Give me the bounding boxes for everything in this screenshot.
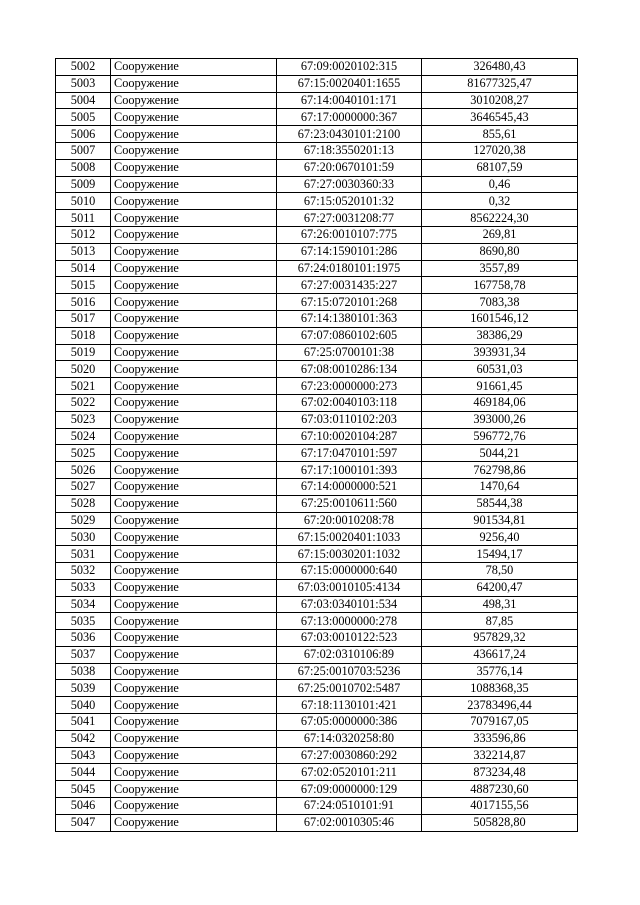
object-type-cell: Сооружение [111,92,277,109]
table-row [56,176,578,193]
table-row [56,109,578,126]
object-type-cell: Сооружение [111,59,277,76]
table-row [56,764,578,781]
cadastral-value-cell: 873234,48 [422,764,578,781]
table-row [56,747,578,764]
table-row [56,546,578,563]
row-number-cell: 5012 [56,226,111,243]
cadastral-value-cell: 127020,38 [422,142,578,159]
row-number-cell: 5007 [56,142,111,159]
cadastral-number-cell: 67:15:0520101:32 [277,193,422,210]
cadastral-number-cell: 67:15:0020401:1033 [277,529,422,546]
cadastral-value-cell: 23783496,44 [422,697,578,714]
row-number-cell: 5035 [56,613,111,630]
object-type-cell: Сооружение [111,814,277,831]
row-number-cell: 5017 [56,310,111,327]
table-row [56,394,578,411]
row-number-cell: 5010 [56,193,111,210]
cadastral-number-cell: 67:24:0180101:1975 [277,260,422,277]
table-row [56,714,578,731]
cadastral-number-cell: 67:02:0010305:46 [277,814,422,831]
table-row [56,92,578,109]
object-type-cell: Сооружение [111,495,277,512]
cadastral-value-cell: 35776,14 [422,663,578,680]
table-row [56,562,578,579]
cadastral-value-cell: 855,61 [422,126,578,143]
cadastral-value-cell: 393000,26 [422,411,578,428]
object-type-cell: Сооружение [111,361,277,378]
object-type-cell: Сооружение [111,210,277,227]
cadastral-value-cell: 7079167,05 [422,714,578,731]
object-type-cell: Сооружение [111,176,277,193]
row-number-cell: 5011 [56,210,111,227]
cadastral-value-cell: 8690,80 [422,243,578,260]
object-type-cell: Сооружение [111,445,277,462]
cadastral-number-cell: 67:18:3550201:13 [277,142,422,159]
cadastral-value-cell: 81677325,47 [422,75,578,92]
table-row [56,596,578,613]
cadastral-value-cell: 436617,24 [422,646,578,663]
row-number-cell: 5031 [56,546,111,563]
object-type-cell: Сооружение [111,630,277,647]
object-type-cell: Сооружение [111,596,277,613]
cadastral-value-cell: 5044,21 [422,445,578,462]
cadastral-number-cell: 67:26:0010107:775 [277,226,422,243]
cadastral-number-cell: 67:17:0470101:597 [277,445,422,462]
row-number-cell: 5046 [56,798,111,815]
table-row [56,697,578,714]
row-number-cell: 5041 [56,714,111,731]
object-type-cell: Сооружение [111,512,277,529]
cadastral-value-cell: 38386,29 [422,327,578,344]
cadastral-number-cell: 67:03:0010122:523 [277,630,422,647]
cadastral-number-cell: 67:25:0010611:560 [277,495,422,512]
object-type-cell: Сооружение [111,697,277,714]
object-type-cell: Сооружение [111,142,277,159]
row-number-cell: 5044 [56,764,111,781]
cadastral-number-cell: 67:24:0510101:91 [277,798,422,815]
cadastral-number-cell: 67:20:0010208:78 [277,512,422,529]
row-number-cell: 5047 [56,814,111,831]
object-type-cell: Сооружение [111,411,277,428]
object-type-cell: Сооружение [111,394,277,411]
cadastral-value-cell: 64200,47 [422,579,578,596]
table-row [56,613,578,630]
cadastral-value-cell: 393931,34 [422,344,578,361]
cadastral-number-cell: 67:14:0320258:80 [277,730,422,747]
row-number-cell: 5016 [56,294,111,311]
row-number-cell: 5023 [56,411,111,428]
cadastral-value-cell: 4887230,60 [422,781,578,798]
row-number-cell: 5030 [56,529,111,546]
cadastral-number-cell: 67:10:0020104:287 [277,428,422,445]
cadastral-value-cell: 0,32 [422,193,578,210]
row-number-cell: 5008 [56,159,111,176]
table-row [56,294,578,311]
cadastral-value-cell: 68107,59 [422,159,578,176]
object-type-cell: Сооружение [111,613,277,630]
row-number-cell: 5006 [56,126,111,143]
cadastral-value-cell: 87,85 [422,613,578,630]
cadastral-value-cell: 469184,06 [422,394,578,411]
row-number-cell: 5018 [56,327,111,344]
row-number-cell: 5019 [56,344,111,361]
object-type-cell: Сооружение [111,193,277,210]
cadastral-number-cell: 67:23:0430101:2100 [277,126,422,143]
cadastral-number-cell: 67:14:1590101:286 [277,243,422,260]
cadastral-number-cell: 67:15:0030201:1032 [277,546,422,563]
cadastral-number-cell: 67:08:0010286:134 [277,361,422,378]
object-type-cell: Сооружение [111,764,277,781]
cadastral-number-cell: 67:15:0720101:268 [277,294,422,311]
row-number-cell: 5013 [56,243,111,260]
cadastral-number-cell: 67:18:1130101:421 [277,697,422,714]
object-type-cell: Сооружение [111,294,277,311]
row-number-cell: 5036 [56,630,111,647]
object-type-cell: Сооружение [111,378,277,395]
cadastral-number-cell: 67:03:0340101:534 [277,596,422,613]
cadastral-value-cell: 3010208,27 [422,92,578,109]
cadastral-number-cell: 67:27:0030360:33 [277,176,422,193]
row-number-cell: 5037 [56,646,111,663]
row-number-cell: 5027 [56,478,111,495]
object-type-cell: Сооружение [111,327,277,344]
row-number-cell: 5034 [56,596,111,613]
table-row [56,361,578,378]
table-row [56,59,578,76]
cadastral-value-cell: 1470,64 [422,478,578,495]
cadastral-number-cell: 67:07:0860102:605 [277,327,422,344]
cadastral-number-cell: 67:27:0031435:227 [277,277,422,294]
row-number-cell: 5003 [56,75,111,92]
cadastral-number-cell: 67:02:0520101:211 [277,764,422,781]
cadastral-value-cell: 1088368,35 [422,680,578,697]
cadastral-value-cell: 901534,81 [422,512,578,529]
object-type-cell: Сооружение [111,462,277,479]
object-type-cell: Сооружение [111,310,277,327]
object-type-cell: Сооружение [111,730,277,747]
table-row [56,126,578,143]
cadastral-number-cell: 67:27:0030860:292 [277,747,422,764]
row-number-cell: 5009 [56,176,111,193]
cadastral-value-cell: 78,50 [422,562,578,579]
row-number-cell: 5043 [56,747,111,764]
cadastral-value-cell: 957829,32 [422,630,578,647]
object-type-cell: Сооружение [111,646,277,663]
object-type-cell: Сооружение [111,680,277,697]
cadastral-number-cell: 67:17:0000000:367 [277,109,422,126]
cadastral-value-cell: 762798,86 [422,462,578,479]
row-number-cell: 5004 [56,92,111,109]
table-row [56,579,578,596]
row-number-cell: 5014 [56,260,111,277]
cadastral-number-cell: 67:27:0031208:77 [277,210,422,227]
table-row [56,327,578,344]
cadastral-number-cell: 67:05:0000000:386 [277,714,422,731]
cadastral-number-cell: 67:25:0010702:5487 [277,680,422,697]
cadastral-value-cell: 58544,38 [422,495,578,512]
table-row [56,75,578,92]
cadastral-number-cell: 67:25:0010703:5236 [277,663,422,680]
cadastral-number-cell: 67:20:0670101:59 [277,159,422,176]
cadastral-value-cell: 505828,80 [422,814,578,831]
object-type-cell: Сооружение [111,75,277,92]
cadastral-number-cell: 67:14:1380101:363 [277,310,422,327]
table-row [56,260,578,277]
object-type-cell: Сооружение [111,226,277,243]
cadastral-value-cell: 3646545,43 [422,109,578,126]
row-number-cell: 5033 [56,579,111,596]
object-type-cell: Сооружение [111,277,277,294]
cadastral-value-cell: 0,46 [422,176,578,193]
table-row [56,512,578,529]
cadastral-number-cell: 67:02:0310106:89 [277,646,422,663]
row-number-cell: 5026 [56,462,111,479]
cadastral-number-cell: 67:13:0000000:278 [277,613,422,630]
table-row [56,226,578,243]
object-type-cell: Сооружение [111,109,277,126]
cadastral-value-cell: 326480,43 [422,59,578,76]
table-row [56,529,578,546]
cadastral-value-cell: 498,31 [422,596,578,613]
cadastral-number-cell: 67:15:0020401:1655 [277,75,422,92]
table-row [56,411,578,428]
row-number-cell: 5020 [56,361,111,378]
object-type-cell: Сооружение [111,546,277,563]
table-row [56,495,578,512]
table-row [56,445,578,462]
row-number-cell: 5042 [56,730,111,747]
object-type-cell: Сооружение [111,478,277,495]
cadastral-value-cell: 91661,45 [422,378,578,395]
table-row [56,462,578,479]
table-row [56,663,578,680]
object-type-cell: Сооружение [111,562,277,579]
table-row [56,193,578,210]
table-row [56,277,578,294]
table-row [56,680,578,697]
object-type-cell: Сооружение [111,579,277,596]
table-row [56,210,578,227]
row-number-cell: 5015 [56,277,111,294]
table-row [56,781,578,798]
object-type-cell: Сооружение [111,126,277,143]
cadastral-value-cell: 8562224,30 [422,210,578,227]
cadastral-value-cell: 4017155,56 [422,798,578,815]
cadastral-number-cell: 67:15:0000000:640 [277,562,422,579]
row-number-cell: 5032 [56,562,111,579]
table-row [56,646,578,663]
table-row [56,730,578,747]
cadastral-value-cell: 333596,86 [422,730,578,747]
object-type-cell: Сооружение [111,428,277,445]
object-type-cell: Сооружение [111,663,277,680]
object-type-cell: Сооружение [111,159,277,176]
row-number-cell: 5045 [56,781,111,798]
row-number-cell: 5028 [56,495,111,512]
table-row [56,243,578,260]
object-type-cell: Сооружение [111,781,277,798]
cadastral-number-cell: 67:02:0040103:118 [277,394,422,411]
table-row [56,378,578,395]
table-row [56,798,578,815]
table-row [56,159,578,176]
cadastral-value-cell: 9256,40 [422,529,578,546]
table-row [56,814,578,831]
row-number-cell: 5025 [56,445,111,462]
row-number-cell: 5005 [56,109,111,126]
table-row [56,310,578,327]
object-type-cell: Сооружение [111,260,277,277]
cadastral-number-cell: 67:03:0110102:203 [277,411,422,428]
cadastral-number-cell: 67:09:0000000:129 [277,781,422,798]
row-number-cell: 5002 [56,59,111,76]
cadastral-value-cell: 15494,17 [422,546,578,563]
table-row [56,478,578,495]
object-type-cell: Сооружение [111,243,277,260]
cadastral-value-cell: 3557,89 [422,260,578,277]
registry-table-body [56,59,578,832]
object-type-cell: Сооружение [111,529,277,546]
table-row [56,630,578,647]
cadastral-value-cell: 7083,38 [422,294,578,311]
property-registry-table [55,58,578,832]
cadastral-value-cell: 1601546,12 [422,310,578,327]
cadastral-value-cell: 596772,76 [422,428,578,445]
row-number-cell: 5038 [56,663,111,680]
object-type-cell: Сооружение [111,747,277,764]
cadastral-value-cell: 269,81 [422,226,578,243]
table-row [56,344,578,361]
cadastral-number-cell: 67:25:0700101:38 [277,344,422,361]
cadastral-value-cell: 332214,87 [422,747,578,764]
row-number-cell: 5039 [56,680,111,697]
cadastral-value-cell: 167758,78 [422,277,578,294]
row-number-cell: 5040 [56,697,111,714]
row-number-cell: 5024 [56,428,111,445]
row-number-cell: 5022 [56,394,111,411]
cadastral-number-cell: 67:17:1000101:393 [277,462,422,479]
cadastral-number-cell: 67:03:0010105:4134 [277,579,422,596]
table-row [56,142,578,159]
cadastral-number-cell: 67:14:0000000:521 [277,478,422,495]
object-type-cell: Сооружение [111,798,277,815]
row-number-cell: 5029 [56,512,111,529]
cadastral-number-cell: 67:09:0020102:315 [277,59,422,76]
cadastral-value-cell: 60531,03 [422,361,578,378]
object-type-cell: Сооружение [111,344,277,361]
cadastral-number-cell: 67:23:0000000:273 [277,378,422,395]
table-row [56,428,578,445]
cadastral-number-cell: 67:14:0040101:171 [277,92,422,109]
object-type-cell: Сооружение [111,714,277,731]
row-number-cell: 5021 [56,378,111,395]
